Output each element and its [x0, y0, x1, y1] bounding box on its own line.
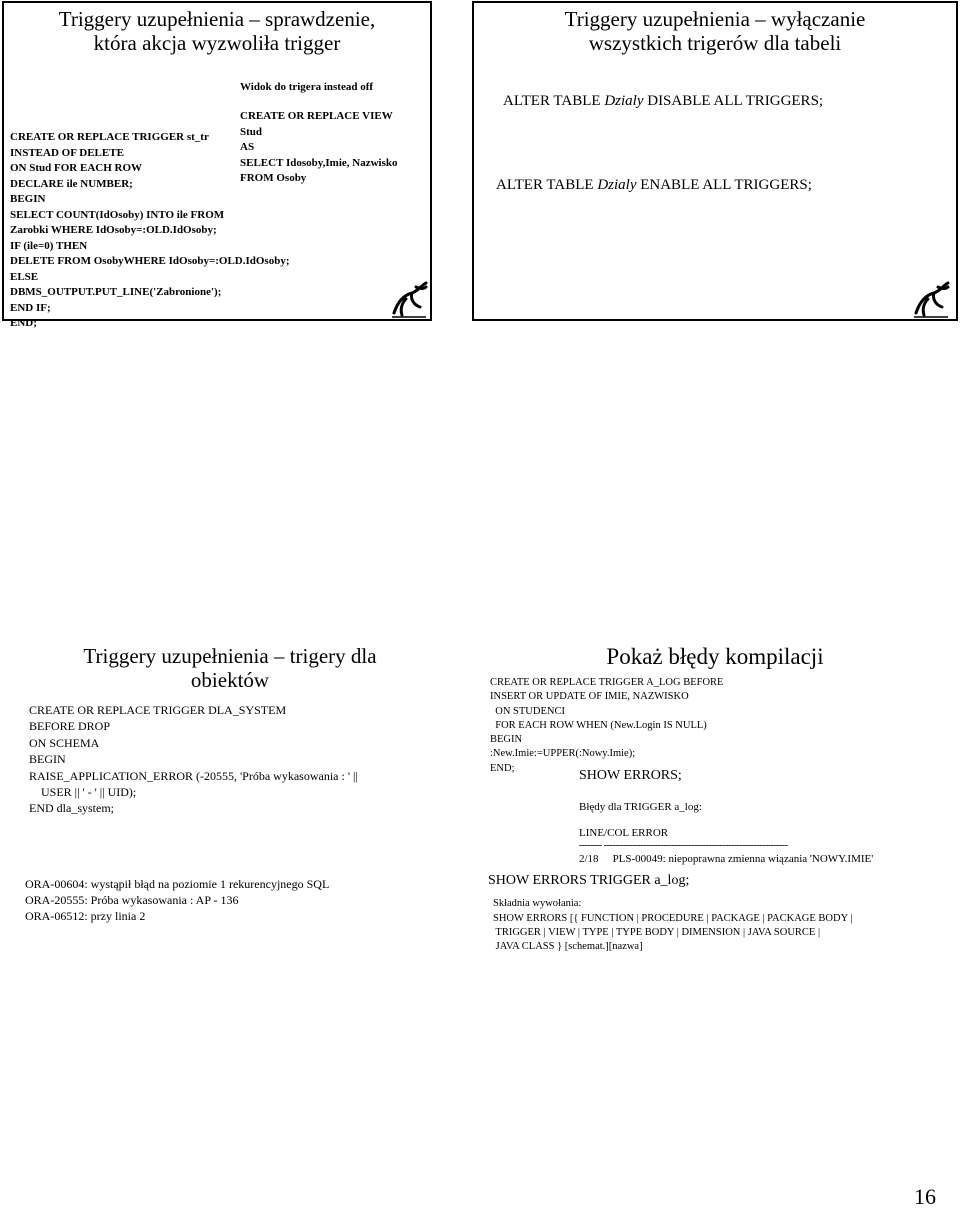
- code-line: INSTEAD OF DELETE: [10, 146, 124, 159]
- code-line: AS: [240, 141, 255, 153]
- title-line-1: Triggery uzupełnienia – sprawdzenie,: [58, 7, 376, 31]
- statement-prefix: ALTER TABLE: [496, 177, 598, 193]
- code-line: BEFORE DROP: [29, 719, 111, 734]
- title-line-1: Triggery uzupełnienia – wyłączanie: [564, 7, 866, 31]
- disable-statement: [503, 93, 823, 110]
- code-line: END IF;: [10, 301, 51, 314]
- code-line: DBMS_OUTPUT.PUT_LINE('Zabronione');: [10, 286, 222, 298]
- code-line: IF (ile=0) THEN: [10, 239, 88, 252]
- error-table-header: LINE/COL ERROR: [579, 827, 669, 839]
- syntax-text: [493, 912, 853, 954]
- code-line: :New.Imie:=UPPER(:Nowy.Imie);: [490, 748, 636, 760]
- syntax-caption: Składnia wywołania:: [493, 898, 582, 909]
- syntax-line: JAVA CLASS } [schemat.][nazwa]: [493, 941, 643, 952]
- error-line: ORA-06512: przy linia 2: [25, 909, 146, 923]
- code-line: BEGIN: [10, 193, 46, 205]
- slide-title: [0, 644, 460, 692]
- code-line: CREATE OR REPLACE VIEW: [240, 110, 393, 122]
- code-line: DECLARE ile NUMBER;: [10, 177, 133, 190]
- code-line: USER || ' - ' || UID);: [29, 785, 137, 800]
- slide-title: Pokaż błędy kompilacji: [606, 644, 824, 669]
- table-name: Dzialy: [597, 177, 637, 193]
- error-line: ORA-20555: Próba wykasowania : AP - 136: [25, 893, 239, 907]
- statement-suffix: ENABLE ALL TRIGGERS;: [636, 177, 812, 193]
- code-line: CREATE OR REPLACE TRIGGER A_LOG BEFORE: [490, 677, 724, 688]
- error-table-rule: -------- -----------------------------------------------------------------: [579, 840, 788, 851]
- lizard-logo-icon: [910, 277, 952, 319]
- show-errors-trigger-command: SHOW ERRORS TRIGGER a_log;: [488, 873, 690, 888]
- code-line: SELECT COUNT(IdOsoby) INTO ile FROM: [10, 208, 225, 221]
- slide-object-triggers: [0, 640, 460, 960]
- view-caption: Widok do trigera instead off: [240, 81, 374, 93]
- code-line: ON SCHEMA: [29, 735, 100, 750]
- slide-title: [4, 7, 430, 55]
- error-output: [25, 876, 329, 924]
- code-line: CREATE OR REPLACE TRIGGER st_tr: [10, 131, 209, 143]
- code-line: BEGIN: [29, 752, 66, 767]
- error-table-row: [579, 853, 873, 865]
- code-line: BEGIN: [490, 734, 523, 746]
- slide-title: [474, 7, 956, 55]
- lizard-logo-icon: [388, 277, 430, 319]
- code-line: ON Stud FOR EACH ROW: [10, 162, 143, 174]
- code-line: FOR EACH ROW WHEN (New.Login IS NULL): [490, 719, 707, 731]
- code-line: END dla_system;: [29, 801, 114, 816]
- error-message: PLS-00049: niepoprawna zmienna wiązania 'NOWY.IMIE': [612, 853, 874, 865]
- statement-suffix: DISABLE ALL TRIGGERS;: [643, 93, 824, 109]
- code-line: END;: [490, 762, 515, 774]
- title-line-1: Triggery uzupełnienia – trigery dla: [83, 644, 377, 668]
- code-line: CREATE OR REPLACE TRIGGER DLA_SYSTEM: [29, 703, 287, 717]
- code-line: FROM Osoby: [240, 172, 307, 184]
- error-position: 2/18: [579, 853, 599, 865]
- statement-prefix: ALTER TABLE: [503, 93, 605, 109]
- errors-caption: Błędy dla TRIGGER a_log:: [579, 801, 702, 813]
- code-line: ELSE: [10, 270, 39, 283]
- table-name: Dzialy: [604, 93, 644, 109]
- syntax-line: SHOW ERRORS [{ FUNCTION | PROCEDURE | PACKAGE | PACKAGE BODY |: [493, 913, 853, 924]
- code-line: INSERT OR UPDATE OF IMIE, NAZWISKO: [490, 691, 689, 703]
- code-line: RAISE_APPLICATION_ERROR (-20555, 'Próba wykasowania : ' ||: [29, 768, 358, 783]
- code-line: Zarobki WHERE IdOsoby=:OLD.IdOsoby;: [10, 224, 217, 236]
- code-line: SELECT Idosoby,Imie, Nazwisko: [240, 156, 398, 169]
- code-line: DELETE FROM OsobyWHERE IdOsoby=:OLD.IdOsoby;: [10, 255, 290, 267]
- code-line: ON STUDENCI: [490, 705, 565, 717]
- title-line-2: obiektów: [190, 668, 270, 693]
- slide-compile-errors: [472, 640, 958, 960]
- trigger-code: [29, 702, 358, 817]
- code-line: Stud: [240, 125, 263, 138]
- view-code: [240, 109, 398, 187]
- title-line-2: która akcja wyzwoliła trigger: [93, 31, 341, 56]
- slide-disable-triggers: [472, 1, 958, 321]
- syntax-line: TRIGGER | VIEW | TYPE | TYPE BODY | DIMENSION | JAVA SOURCE |: [493, 927, 821, 938]
- enable-statement: [496, 177, 812, 194]
- title-line-2: wszystkich trigerów dla tabeli: [588, 31, 842, 56]
- show-errors-command: SHOW ERRORS;: [579, 768, 682, 783]
- trigger-code: [490, 676, 723, 776]
- slide-instead-of-trigger: [2, 1, 432, 329]
- page-number: 16: [914, 1184, 936, 1209]
- error-line: ORA-00604: wystąpił błąd na poziomie 1 rekurencyjnego SQL: [25, 877, 330, 891]
- code-line: END;: [10, 317, 37, 329]
